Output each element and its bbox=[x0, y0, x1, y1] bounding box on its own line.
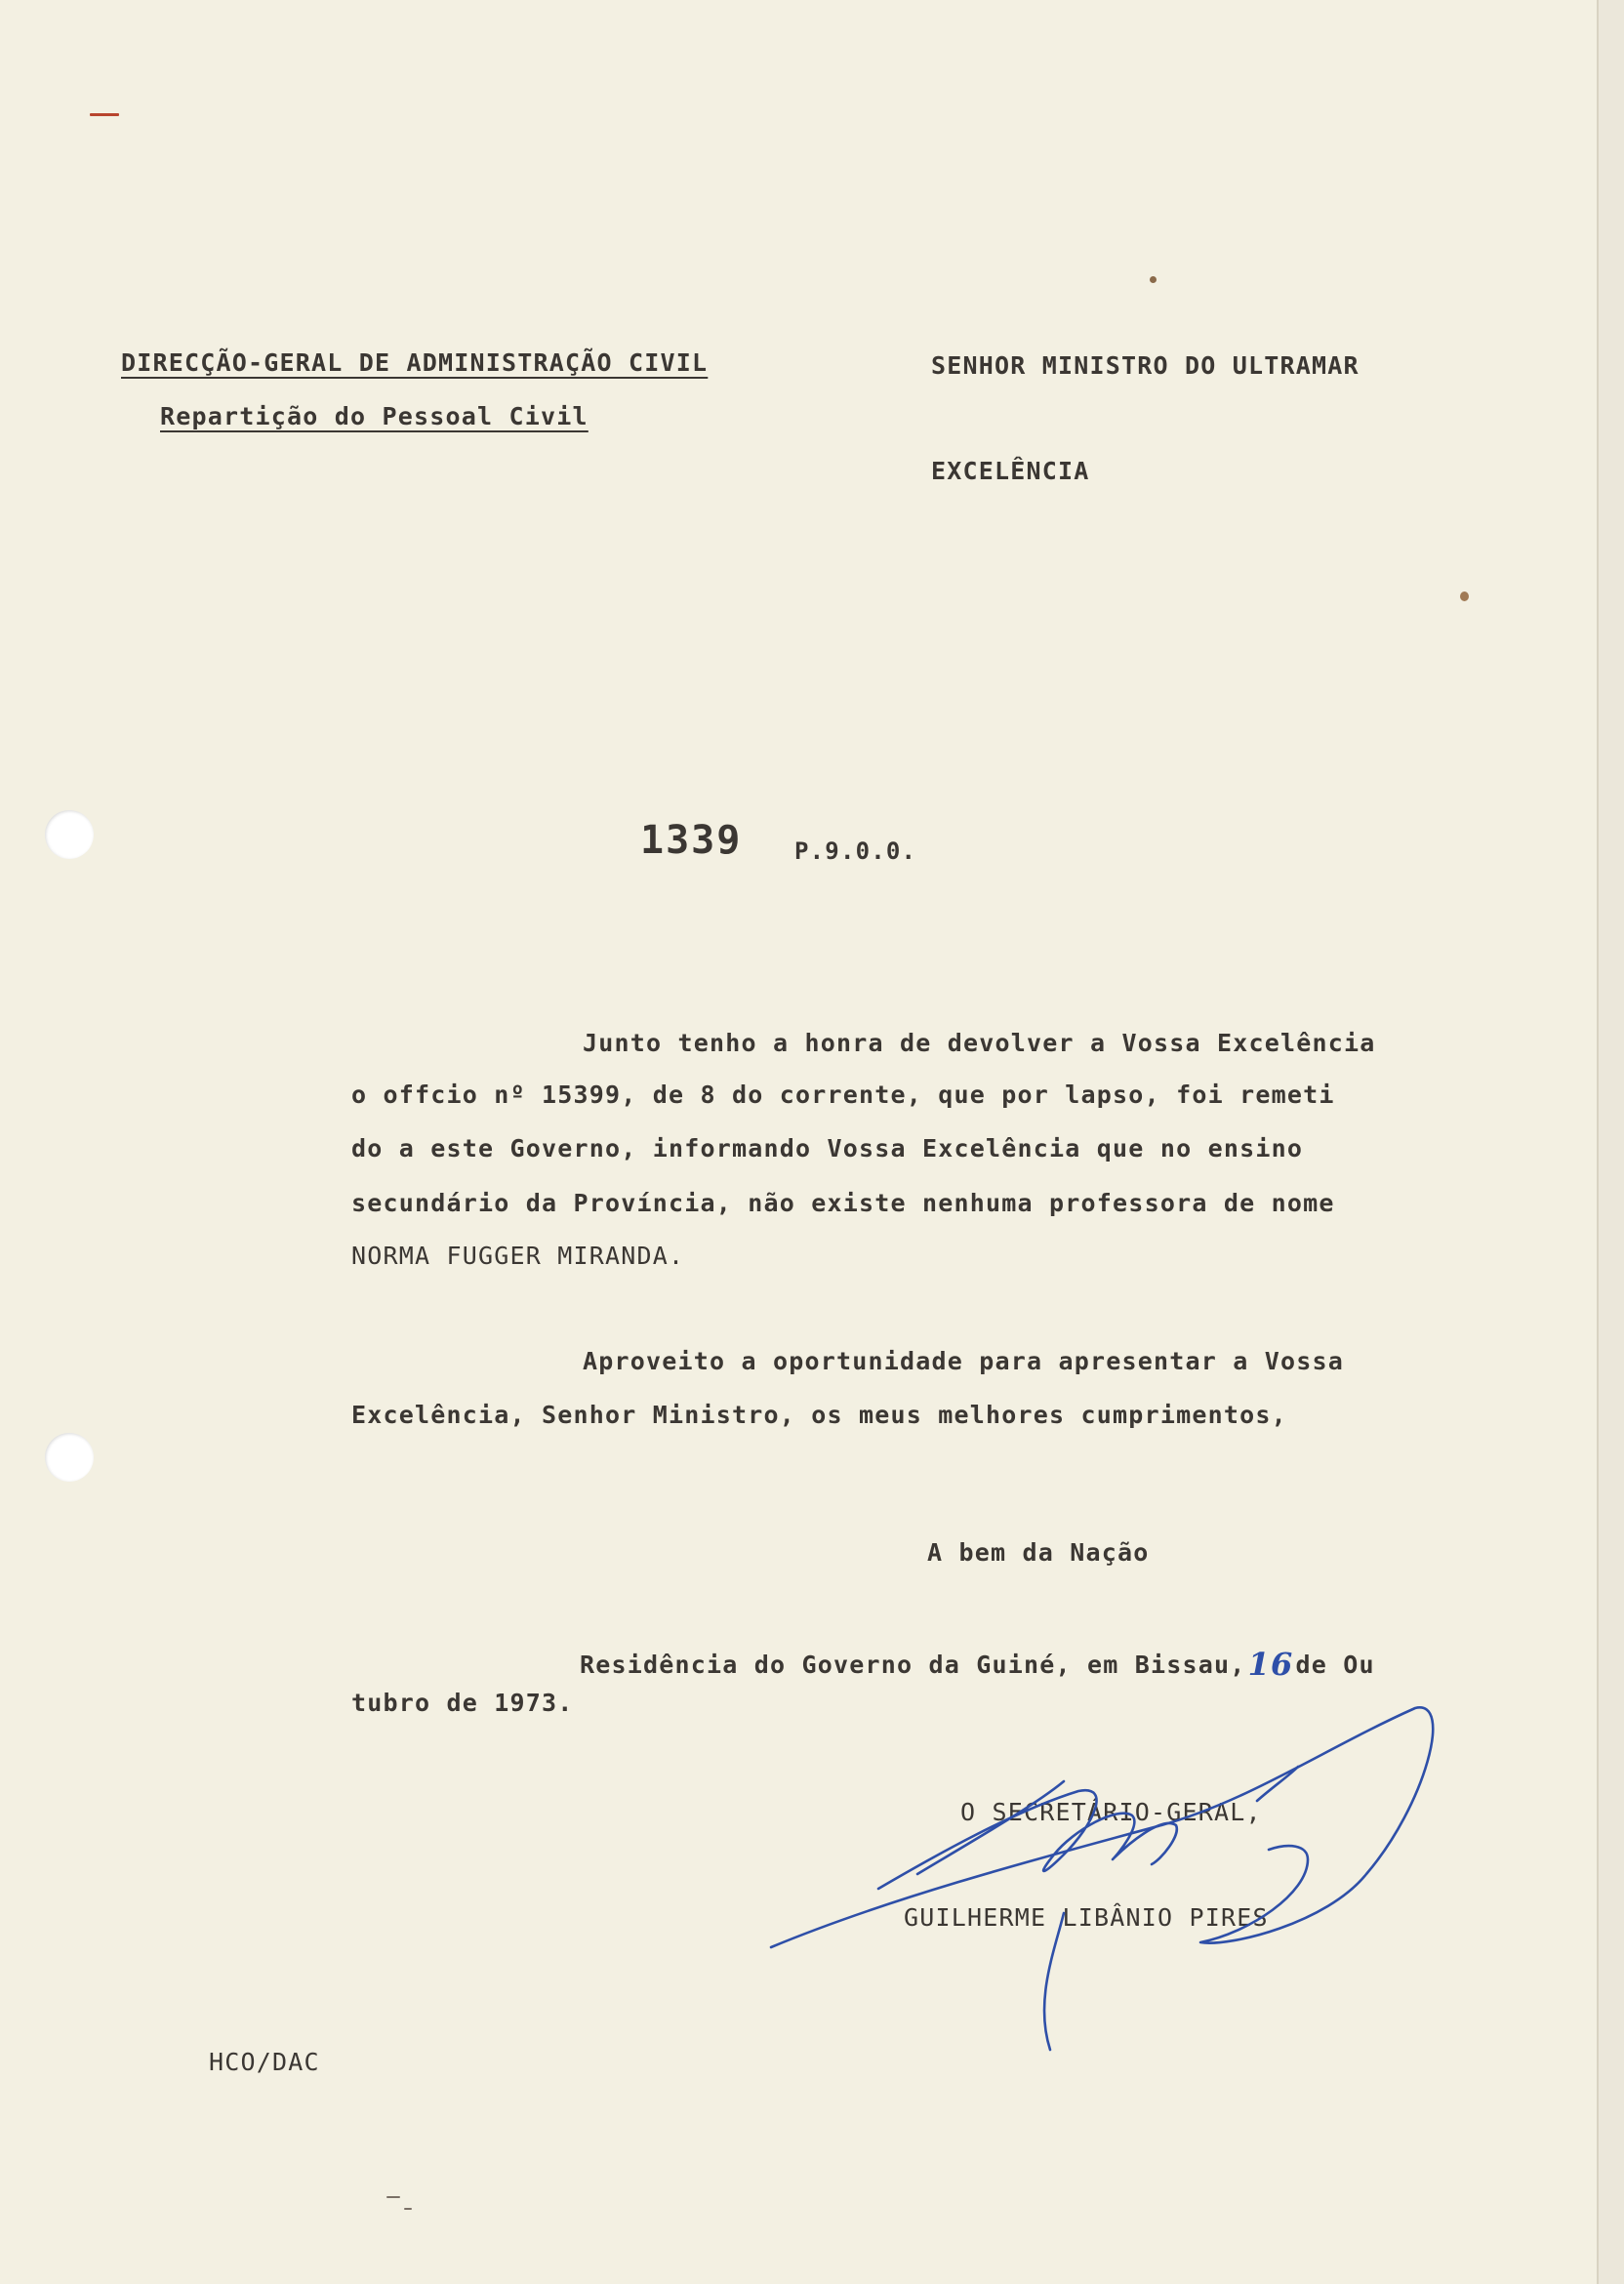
signatory-title: O SECRETÁRIO-GERAL, bbox=[960, 1798, 1262, 1826]
place-date-line-2: tubro de 1973. bbox=[351, 1689, 574, 1717]
paper-speck bbox=[1460, 591, 1469, 601]
place-date-part1: Residência do Governo da Guiné, em Bissau, bbox=[580, 1651, 1246, 1679]
punch-hole-bottom bbox=[45, 1433, 94, 1482]
reference-number: 1339 bbox=[640, 818, 743, 863]
handwritten-signature bbox=[742, 1689, 1444, 2079]
body-line: Excelência, Senhor Ministro, os meus melhores cumprimentos, bbox=[351, 1401, 1287, 1429]
place-date-part2: de Ou bbox=[1295, 1651, 1375, 1679]
section-heading: Repartição do Pessoal Civil bbox=[160, 402, 589, 430]
reference-initials: HCO/DAC bbox=[209, 2048, 320, 2076]
body-line: NORMA FUGGER MIRANDA. bbox=[351, 1242, 685, 1270]
stray-mark bbox=[386, 2196, 400, 2198]
addressee: SENHOR MINISTRO DO ULTRAMAR bbox=[931, 351, 1360, 380]
paper-mark bbox=[90, 113, 119, 116]
body-line: Junto tenho a honra de devolver a Vossa Excelência bbox=[583, 1029, 1376, 1057]
salutation: EXCELÊNCIA bbox=[931, 457, 1090, 485]
body-line: o offcio nº 15399, de 8 do corrente, que por lapso, foi remeti bbox=[351, 1081, 1335, 1109]
body-line: do a este Governo, informando Vossa Excelência que no ensino bbox=[351, 1134, 1304, 1162]
paper-speck bbox=[1150, 276, 1157, 283]
department-heading: DIRECÇÃO-GERAL DE ADMINISTRAÇÃO CIVIL bbox=[121, 348, 709, 377]
stray-mark bbox=[404, 2208, 412, 2210]
handwritten-day: 16 bbox=[1247, 1646, 1294, 1683]
signatory-name: GUILHERME LIBÂNIO PIRES bbox=[904, 1903, 1269, 1932]
reference-code: P.9.0.0. bbox=[794, 837, 917, 865]
underlying-page-edge bbox=[1597, 0, 1624, 2284]
punch-hole-top bbox=[45, 810, 94, 859]
closing-formula: A bem da Nação bbox=[927, 1538, 1150, 1567]
place-date-line bbox=[580, 1644, 1375, 1681]
body-line: secundário da Província, não existe nenhuma professora de nome bbox=[351, 1189, 1335, 1217]
body-line: Aproveito a oportunidade para apresentar a Vossa bbox=[583, 1347, 1345, 1375]
